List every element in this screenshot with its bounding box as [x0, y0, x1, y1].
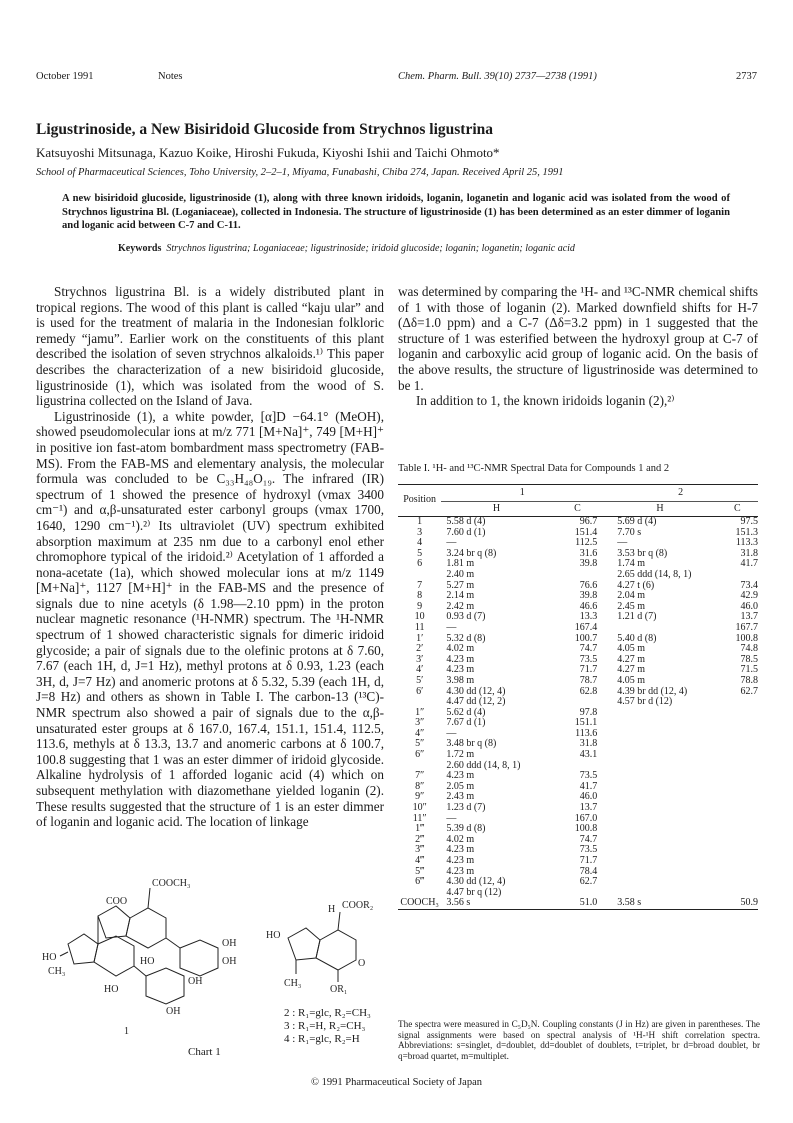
table-cell: 1‴ — [415, 823, 425, 835]
table-cell — [603, 792, 716, 803]
table-cell: 112.5 — [575, 537, 598, 549]
table-cell: 11″ — [412, 812, 427, 824]
table-cell — [717, 750, 758, 761]
table-cell: 73.5 — [579, 770, 598, 782]
paragraph-linkage: was determined by comparing the ¹H- and ¹³C-NMR chemical shifts of 1 with those of loganin (2). Marked downfield shifts for H-7 (Δδ=1.0 ppm) and a C-7 (Δδ=3.2 ppm) in 1 suggested that the structure of 1 was esterified between the hydroxyl group at C-7 of loganin and carboxylic acid group of loganic acid. On the basis of the above results, the structure of ligustrinoside was determined to be 1. — [398, 284, 758, 393]
table-cell: 10 — [414, 611, 425, 623]
table-cell — [717, 792, 758, 803]
table-cell: 51.0 — [579, 897, 598, 909]
table-cell: 5.27 m — [446, 579, 475, 591]
table-cell — [717, 845, 758, 856]
table-cell: — — [617, 537, 628, 549]
table-cell: 78.7 — [579, 674, 598, 686]
table-cell — [603, 729, 716, 740]
dihydropyran-ring-1 — [126, 908, 166, 948]
table-cell: 1.21 d (7) — [617, 611, 657, 623]
table-cell: 2‴ — [415, 833, 425, 845]
table-cell: 3.24 br q (8) — [446, 547, 497, 559]
table-cell: 3.56 s — [446, 897, 471, 909]
table-cell: 5″ — [415, 738, 425, 750]
table-cell: 73.5 — [579, 653, 598, 665]
dihydropyran-ring-loganin — [316, 930, 356, 970]
table-cell: 4.27 m — [617, 653, 646, 665]
table-cell — [603, 761, 716, 772]
table-cell: 6′ — [416, 685, 424, 697]
table-cell — [717, 835, 758, 846]
table-cell: 0.93 d (7) — [446, 611, 486, 623]
label-oh-1: OH — [222, 938, 237, 949]
table-cell: 6 — [417, 558, 423, 570]
author-list: Katsuyoshi Mitsunaga, Kazuo Koike, Hiroshi Fukuda, Kiyoshi Ishii and Taichi Ohmoto* — [36, 145, 500, 160]
table-cell: 76.6 — [579, 579, 598, 591]
table-cell: 42.9 — [740, 590, 758, 602]
table-cell: 4.23 m — [446, 653, 475, 665]
table-cell — [717, 803, 758, 814]
table-cell — [717, 856, 758, 867]
table-cell: 6‴ — [415, 876, 425, 888]
table-cell: 71.7 — [579, 855, 598, 866]
col-c-2: C — [734, 502, 741, 514]
table-cell: 31.8 — [579, 738, 598, 750]
table-cell — [398, 570, 441, 581]
table-cell: 8″ — [415, 780, 425, 792]
label-o: O — [358, 958, 366, 969]
header-page-number: 2737 — [736, 71, 757, 82]
cyclopentane-ring-1 — [98, 906, 130, 938]
table-cell: 151.1 — [574, 717, 598, 729]
right-column — [398, 284, 758, 409]
table-cell: 13.7 — [740, 611, 758, 623]
table-cell: 4.23 m — [446, 664, 475, 676]
table-cell: 1.72 m — [446, 749, 475, 761]
table-row — [398, 856, 758, 867]
table-cell: 10″ — [412, 802, 427, 814]
table-cell: 4.39 br dd (12, 4) — [617, 685, 688, 697]
table-cell: 31.6 — [579, 547, 598, 559]
table-cell: 3′ — [416, 653, 424, 665]
nmr-table-body — [398, 517, 758, 910]
table-cell: 41.7 — [579, 780, 598, 792]
table-cell — [603, 803, 716, 814]
table-cell: 4.27 t (6) — [617, 579, 655, 591]
table-cell: 2.40 m — [446, 568, 475, 580]
table-cell: — — [446, 537, 457, 549]
table-cell: 78.8 — [740, 674, 758, 686]
table-cell: 62.8 — [579, 685, 598, 697]
table-cell: 74.8 — [740, 643, 758, 655]
table-cell: 4.02 m — [446, 833, 475, 845]
table-cell: 73.4 — [740, 579, 758, 591]
table-cell — [603, 771, 716, 782]
table-cell — [603, 623, 716, 634]
table-cell: 1.81 m — [446, 558, 475, 570]
table-cell: 167.7 — [735, 621, 758, 633]
label-coo: COO — [106, 896, 128, 907]
label-oh-4: OH — [166, 1006, 181, 1017]
table-cell: 78.4 — [579, 865, 598, 877]
table-cell: 1′ — [416, 632, 424, 644]
table-cell: 7.67 d (1) — [446, 717, 486, 729]
table-cell: 4.05 m — [617, 643, 646, 655]
table-cell: 167.4 — [574, 621, 598, 633]
table-cell: 4.30 dd (12, 4) — [446, 876, 506, 888]
table-cell: 3‴ — [415, 844, 425, 856]
table-cell: 71.5 — [740, 664, 758, 676]
table-cell: 50.9 — [740, 897, 758, 909]
table-cell — [717, 708, 758, 719]
table-cell: 2′ — [416, 643, 424, 655]
table-cell: COOCH₃ — [400, 897, 439, 909]
table-cell: 62.7 — [579, 876, 598, 888]
table-cell: 6″ — [415, 749, 425, 761]
table-cell: 2.43 m — [446, 791, 475, 803]
dihydropyran-ring-2 — [94, 936, 134, 976]
keywords-text: Strychnos ligustrina; Loganiaceae; ligustrinoside; iridoid glucoside; loganin; loganetin; loganic acid — [166, 243, 575, 254]
table-cell — [603, 845, 716, 856]
header-section: Notes — [158, 71, 183, 82]
table-cell: 13.3 — [579, 611, 598, 623]
table-cell: 11 — [414, 621, 425, 633]
table-cell: 7 — [417, 579, 423, 591]
table-cell: 7.70 s — [617, 526, 642, 538]
table-cell: 5′ — [416, 674, 424, 686]
table-cell: 3.98 m — [446, 674, 475, 686]
table-cell — [717, 771, 758, 782]
r-group-3: 3 : R₁=H, R₂=CH₃ — [284, 1020, 366, 1032]
cyclopentane-ring-loganin — [288, 928, 320, 960]
table-cell: 2.14 m — [446, 590, 475, 602]
table-cell: 4.23 m — [446, 855, 475, 866]
abstract: A new bisiridoid glucoside, ligustrinoside (1), along with three known iridoids, loganin, loganetin and loganic acid was isolated from the wood of Strychnos ligustrina Bl. (Loganiaceae), collected in Indonesia. The structure of ligustrinoside (1) has been determined as an ester dimmer of loganin and loganic acid between C-7 and C-11. — [62, 193, 730, 232]
table-cell: — — [446, 812, 457, 824]
table-cell: 96.7 — [579, 516, 598, 527]
col-compound-1: 1 — [441, 485, 603, 502]
header-citation: Chem. Pharm. Bull. 39(10) 2737—2738 (1991) — [398, 71, 597, 82]
table-row — [398, 898, 758, 909]
table-cell: 13.7 — [579, 802, 598, 814]
label-oh-3: OH — [188, 976, 203, 987]
paragraph-results: Ligustrinoside (1), a white powder, [α]D −64.1° (MeOH), showed pseudomolecular ions at m/z 771 [M+Na]⁺, 749 [M+H]⁺ in positive ion fast-atom bombardment mass spectrometry (FAB-MS). From the FAB-MS and elementary analysis, the molecular formula was concluded to be C₃₃H₄₈O₁₉. The infrared (IR) spectrum of 1 showed the presence of hydroxyl (νmax 3400 cm⁻¹) and α,β-unsaturated ester carbonyl groups (νmax 1700, 1640, 1290 cm⁻¹).²⁾ Its ultraviolet (UV) spectrum exhibited absorption maximum at 235 nm due to a carbonyl enol ether chromophore typical of the iridoid.²⁾ Acetylation of 1 afforded a nona-acetate (1a), which showed molecular ions at m/z 1149 [M+Na]⁺, 1127 [M+H]⁺ in the FAB-MS and the presence of signals due to nine acetyls (δ 1.98—2.10 ppm) in the proton nuclear magnetic resonance (¹H-NMR) spectrum. The ¹H-NMR spectrum of 1 showed characteristic signals for dimeric iridoid glycoside; a pair of signals due to the olefinic protons at δ 7.60, 7.67 (each 1H, d, J=1 Hz), methyl protons at δ 0.93, 1.23 (each 3H, d, J=7 Hz) and anomeric protons at δ 5.32, 5.39 (each 1H, d, J=8 Hz) and others as shown in Table I. The carbon-13 (¹³C)-NMR spectrum also showed a pair of signals due to the α,β-unsaturated ester groups at δ 167.0, 167.4, 151.1, 151.4, 112.5, 113.6, methyls at δ 13.3, 13.7 and anomeric carbons at δ 100.7, 100.8 suggesting that 1 was an ester dimmer of iridoid glycoside. Alkaline hydrolysis of 1 afforded loganic acid (4) which on subsequent methylation with diazomethane yielded loganin (2). These results suggested that the structure of 1 is an ester dimmer of loganin and loganic acid. The location of linkage — [36, 408, 384, 830]
table-cell: 73.5 — [579, 844, 598, 856]
table-cell: 1.74 m — [617, 558, 646, 570]
label-ho-sugar-2: HO — [104, 984, 119, 995]
table-cell: 4″ — [415, 727, 425, 739]
table-cell: 1 — [417, 516, 423, 527]
table-cell: 5.69 d (4) — [617, 516, 657, 527]
col-position: Position — [403, 494, 437, 506]
chart-label: Chart 1 — [188, 1046, 221, 1058]
table-cell: 2.60 ddd (14, 8, 1) — [446, 759, 521, 771]
table-cell: 151.4 — [574, 526, 598, 538]
table-row — [398, 676, 758, 687]
table-cell: 71.7 — [579, 664, 598, 676]
table-cell: 46.0 — [740, 600, 758, 612]
copyright-footer: © 1991 Pharmaceutical Society of Japan — [311, 1077, 482, 1088]
paragraph-intro: Strychnos ligustrina Bl. is a widely distributed plant in tropical regions. The wood of this plant is called “kaju ular” and is used for the treatment of malaria in the Indonesian folkloric remedy “jamu”. Earlier work on the constituents of this plant described the isolation of seven strychnos alkaloids.¹⁾ This paper describes the characterization of a new bisiridoid glucoside, ligustrinoside (1), which was isolated from the wood of S. ligustrina collected on the Island of Java. — [36, 284, 384, 409]
table-cell: 5‴ — [415, 865, 425, 877]
table-cell: 4 — [417, 537, 423, 549]
col-c-1: C — [574, 502, 581, 514]
table-cell — [717, 814, 758, 825]
table-cell: 41.7 — [740, 558, 758, 570]
table-cell — [603, 708, 716, 719]
table-cell: 46.0 — [579, 791, 598, 803]
table-cell: 3.53 br q (8) — [617, 547, 668, 559]
table-cell: 39.8 — [579, 558, 598, 570]
table-cell: 2.42 m — [446, 600, 475, 612]
table-cell: 4.47 br q (12) — [446, 886, 502, 898]
table-cell: 39.8 — [579, 590, 598, 602]
table-cell: 8 — [417, 590, 423, 602]
label-ho-left: HO — [42, 952, 57, 963]
table-cell: 46.6 — [579, 600, 598, 612]
table-cell: 4.23 m — [446, 844, 475, 856]
table-cell: 97.5 — [740, 516, 758, 527]
table-cell — [717, 867, 758, 878]
table-cell: 2.04 m — [617, 590, 646, 602]
glucose-ring-2 — [146, 968, 184, 1004]
table-cell: 5.32 d (8) — [446, 632, 486, 644]
label-ch3-1: CH₃ — [48, 966, 66, 977]
col-h-1: H — [492, 502, 501, 514]
table-cell: 4‴ — [415, 855, 425, 866]
table-cell — [603, 739, 716, 750]
table-cell: 9 — [417, 600, 423, 612]
table-row — [398, 623, 758, 634]
table-cell: 4′ — [416, 664, 424, 676]
compound-1-label: 1 — [124, 1026, 129, 1037]
table-cell — [552, 570, 604, 581]
table-cell — [603, 856, 716, 867]
table-cell: 113.6 — [575, 727, 598, 739]
table-cell: — — [446, 727, 457, 739]
table-cell — [717, 718, 758, 729]
keywords-line — [118, 243, 738, 254]
label-oh-2: OH — [222, 956, 237, 967]
label-or1: OR₁ — [330, 984, 348, 995]
col-compound-2: 2 — [603, 485, 758, 502]
table-cell — [603, 835, 716, 846]
table-cell: 9″ — [415, 791, 425, 803]
table-cell — [603, 877, 716, 888]
table-cell: 7.60 d (1) — [446, 526, 486, 538]
glucose-ring-1 — [180, 940, 218, 976]
table-cell: 3.58 s — [617, 897, 642, 909]
table-cell: 7″ — [415, 770, 425, 782]
label-ho-loganin: HO — [266, 930, 281, 941]
table-cell: 100.8 — [735, 632, 758, 644]
table-cell: 5.62 d (4) — [446, 706, 486, 718]
table-cell: 3 — [417, 526, 423, 538]
header-date: October 1991 — [36, 71, 94, 82]
table-cell: 62.7 — [740, 685, 758, 697]
table-cell — [717, 877, 758, 888]
table-cell — [717, 761, 758, 772]
table-cell: 1″ — [415, 706, 425, 718]
table-cell: 3″ — [415, 717, 425, 729]
table-cell: 4.23 m — [446, 770, 475, 782]
r-group-list — [284, 1007, 371, 1046]
cyclopentane-ring-2 — [68, 934, 98, 964]
table-cell: 74.7 — [579, 643, 598, 655]
label-ho-sugar: HO — [140, 956, 155, 967]
table-cell: 97.8 — [579, 706, 598, 718]
table-row — [398, 570, 758, 581]
table-cell: 74.7 — [579, 833, 598, 845]
table-cell: 100.8 — [574, 823, 598, 835]
table-cell: 43.1 — [579, 749, 598, 761]
table-cell: 4.05 m — [617, 674, 646, 686]
table-cell: 2.45 m — [617, 600, 646, 612]
label-h: H — [328, 904, 336, 915]
nmr-table — [398, 484, 758, 910]
keywords-label: Keywords — [118, 243, 162, 254]
table-cell: 3.48 br q (8) — [446, 738, 497, 750]
table-cell — [717, 824, 758, 835]
table-cell: 151.3 — [735, 526, 758, 538]
table-cell: 1.23 d (7) — [446, 802, 486, 814]
table-cell: 5.40 d (8) — [617, 632, 657, 644]
label-coor2: COOR₂ — [342, 900, 374, 911]
table-cell — [603, 824, 716, 835]
table-cell: 5.39 d (8) — [446, 823, 486, 835]
table-cell: 2.05 m — [446, 780, 475, 792]
table-caption: Table I. ¹H- and ¹³C-NMR Spectral Data for Compounds 1 and 2 — [398, 463, 670, 474]
table-cell: 113.3 — [735, 537, 758, 549]
table-cell: 4.47 dd (12, 2) — [446, 696, 506, 708]
table-cell — [603, 867, 716, 878]
table-cell: 4.02 m — [446, 643, 475, 655]
table-cell — [603, 718, 716, 729]
article-title: Ligustrinoside, a New Bisiridoid Glucoside from Strychnos ligustrina — [36, 121, 494, 138]
r-group-2: 2 : R₁=glc, R₂=CH₃ — [284, 1007, 371, 1019]
table-row — [398, 517, 758, 528]
table-footnote: The spectra were measured in C₅D₅N. Coupling constants (J in Hz) are given in parentheses. The signal assignments were based on spectral analysis of ¹H-¹H shift correlation spectra. Abbreviations: s=singlet, d=doublet, dd=doublet of doublets, t=triplet, br d=broad doublet, br q=broad quartet, m=multiplet. — [398, 1019, 760, 1061]
label-cooch3: COOCH₃ — [152, 878, 191, 889]
table-cell — [717, 570, 758, 581]
table-cell — [603, 814, 716, 825]
table-cell: — — [446, 621, 457, 633]
table-cell: 4.23 m — [446, 865, 475, 877]
table-cell: 4.30 dd (12, 4) — [446, 685, 506, 697]
table-cell: 2.65 ddd (14, 8, 1) — [617, 568, 692, 580]
left-column — [36, 284, 384, 830]
table-cell — [717, 782, 758, 793]
table-cell — [603, 750, 716, 761]
table-cell: 100.7 — [574, 632, 598, 644]
table-cell: 4.57 br d (12) — [617, 696, 673, 708]
table-cell — [717, 739, 758, 750]
table-cell: 31.8 — [740, 547, 758, 559]
table-cell: 4.27 m — [617, 664, 646, 676]
table-cell: 5.58 d (4) — [446, 516, 486, 527]
affiliation: School of Pharmaceutical Sciences, Toho University, 2–2–1, Miyama, Funabashi, Chiba 274, Japan. Received April 25, 1991 — [36, 167, 564, 178]
col-h-2: H — [656, 502, 664, 514]
table-cell: 167.0 — [574, 812, 598, 824]
label-ch3-loganin: CH₃ — [284, 978, 302, 989]
r-group-4: 4 : R₁=glc, R₂=H — [284, 1033, 360, 1045]
table-cell — [717, 697, 758, 708]
table-cell: 5 — [417, 547, 423, 559]
table-cell — [717, 729, 758, 740]
table-cell: 78.5 — [740, 653, 758, 665]
paragraph-known-iridoids: In addition to 1, the known iridoids loganin (2),²⁾ — [416, 393, 675, 409]
table-cell — [603, 782, 716, 793]
